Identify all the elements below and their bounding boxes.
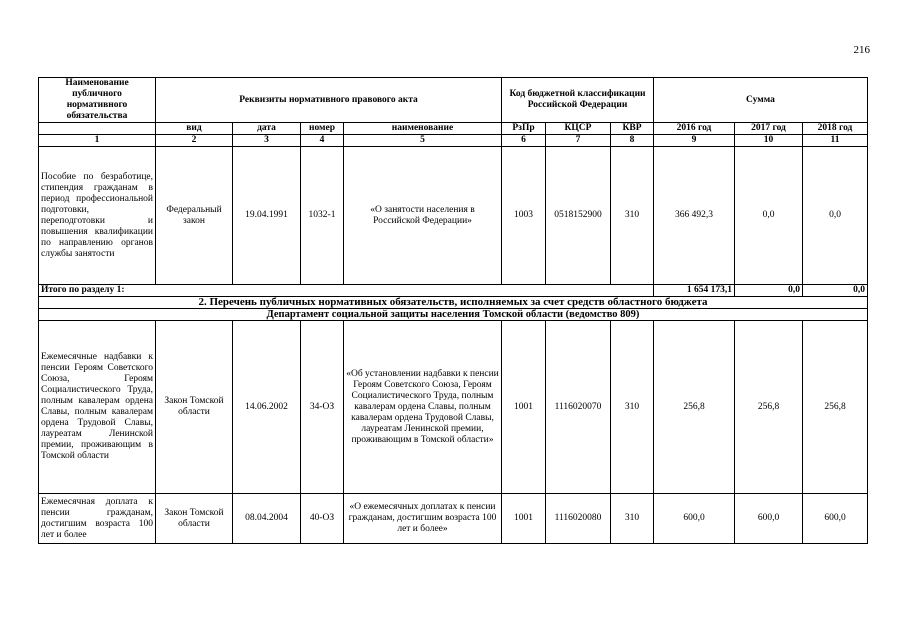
subheader-cell: наименование [344,123,502,135]
kcsr-code: 1116020080 [546,494,611,544]
kvr-code: 310 [611,494,654,544]
column-number: 5 [344,135,502,147]
rzpr-code: 1003 [502,147,546,285]
section-title-row [39,297,868,309]
total-row [39,285,868,297]
subheader-cell: КВР [611,123,654,135]
column-number: 7 [546,135,611,147]
subheader-cell: РзПр [502,123,546,135]
sum-2017: 0,0 [735,147,803,285]
column-number: 4 [301,135,344,147]
page-number: 216 [853,44,870,56]
header-name-cont [39,123,156,135]
act-title: «О занятости населения в Российской Федерации» [344,147,502,285]
kvr-code: 310 [611,321,654,494]
act-title: «О ежемесячных доплатах к пенсии гражданам, достигшим возраста 100 лет и более» [344,494,502,544]
sum-2018: 256,8 [803,321,868,494]
department-row [39,309,868,321]
subheader-cell: 2018 год [803,123,868,135]
rzpr-code: 1001 [502,494,546,544]
sum-2018: 600,0 [803,494,868,544]
table-row [39,494,868,544]
act-date: 19.04.1991 [233,147,301,285]
kcsr-code: 1116020070 [546,321,611,494]
header-act: Реквизиты нормативного правового акта [156,78,502,123]
obligations-table [38,77,868,544]
act-number: 40-ОЗ [301,494,344,544]
act-title: «Об установлении надбавки к пенсии Героям Советского Союза, Героям Социалистического Труда, полным кавалерам ордена Славы, полным кавалерам ордена Трудовой Славы, лауреатам Ленинской премии, проживающим в Томской области» [344,321,502,494]
subheader-cell: 2016 год [654,123,735,135]
section-title: 2. Перечень публичных нормативных обязательств, исполняемых за счет средств областного бюджета [39,297,868,309]
act-type: Закон Томской области [156,321,233,494]
act-type: Федеральный закон [156,147,233,285]
column-number: 3 [233,135,301,147]
header-name: Наименование публичного нормативного обязательства [39,78,156,123]
obligation-name: Ежемесячная доплата к пенсии гражданам, достигшим возраста 100 лет и более [39,494,156,544]
subheader-cell: дата [233,123,301,135]
sum-2017: 600,0 [735,494,803,544]
column-number: 10 [735,135,803,147]
total-2018: 0,0 [803,285,868,297]
act-number: 1032-1 [301,147,344,285]
column-number: 11 [803,135,868,147]
column-number: 9 [654,135,735,147]
header-row [39,78,868,123]
subheader-cell: вид [156,123,233,135]
obligation-name: Ежемесячные надбавки к пенсии Героям Советского Союза, Героям Социалистического Труда, полным кавалерам ордена Славы, полным кавалерам ордена Трудовой Славы, лауреатам Ленинской премии, проживающим в Томской области [39,321,156,494]
sum-2016: 600,0 [654,494,735,544]
column-number-row [39,135,868,147]
header-code: Код бюджетной классификации Российской Федерации [502,78,654,123]
subheader-cell: номер [301,123,344,135]
total-2016: 1 654 173,1 [654,285,735,297]
rzpr-code: 1001 [502,321,546,494]
column-number: 1 [39,135,156,147]
table-row [39,147,868,285]
total-2017: 0,0 [735,285,803,297]
table-row [39,321,868,494]
act-date: 08.04.2004 [233,494,301,544]
sum-2018: 0,0 [803,147,868,285]
kvr-code: 310 [611,147,654,285]
sum-2017: 256,8 [735,321,803,494]
act-number: 34-ОЗ [301,321,344,494]
column-number: 2 [156,135,233,147]
column-number: 6 [502,135,546,147]
department-title: Департамент социальной защиты населения Томской области (ведомство 809) [39,309,868,321]
sum-2016: 366 492,3 [654,147,735,285]
total-label: Итого по разделу 1: [39,285,654,297]
sum-2016: 256,8 [654,321,735,494]
subheader-cell: 2017 год [735,123,803,135]
subheader-row [39,123,868,135]
act-type: Закон Томской области [156,494,233,544]
column-number: 8 [611,135,654,147]
subheader-cell: КЦСР [546,123,611,135]
act-date: 14.06.2002 [233,321,301,494]
obligation-name: Пособие по безработице, стипендия гражданам в период профессиональной подготовки, переподготовки и повышения квалификации по направлению органов службы занятости [39,147,156,285]
kcsr-code: 0518152900 [546,147,611,285]
header-sum: Сумма [654,78,868,123]
